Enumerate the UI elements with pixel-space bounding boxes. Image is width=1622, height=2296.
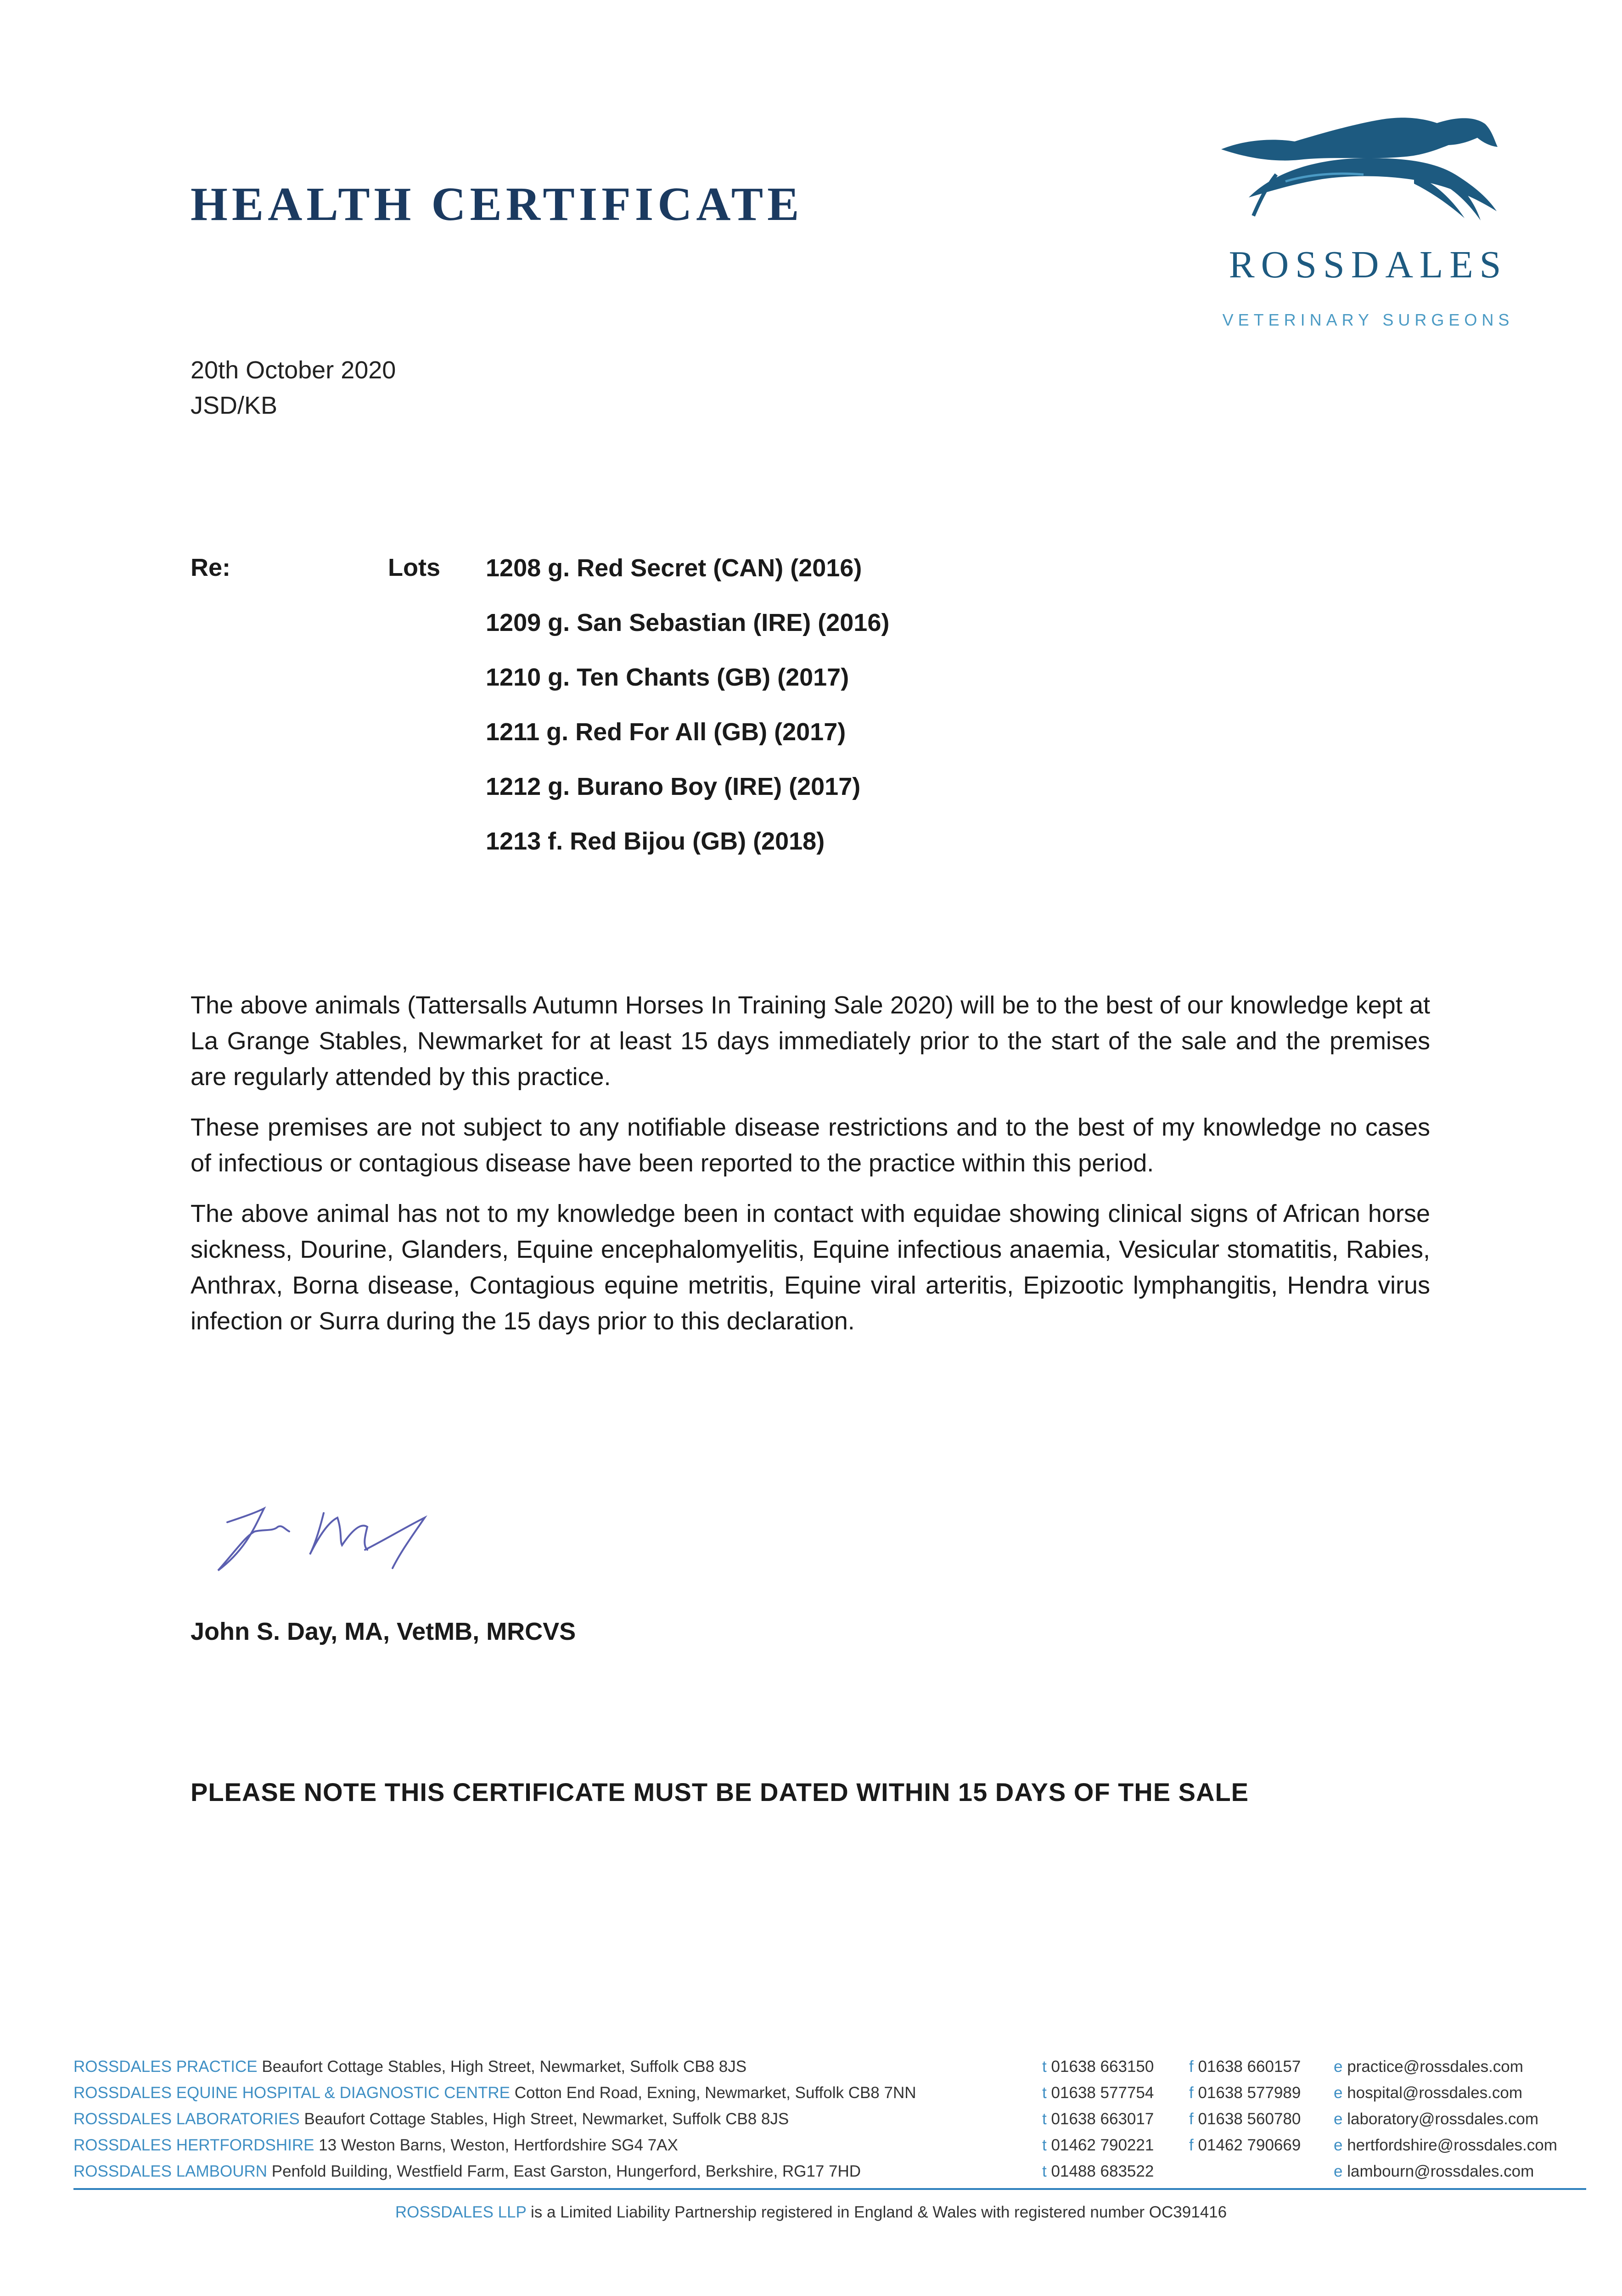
office-tel: 01638 663150 xyxy=(1051,2058,1154,2076)
tel-label: t xyxy=(1042,2058,1047,2076)
tel-label: t xyxy=(1042,2136,1047,2154)
office-row xyxy=(73,2106,1588,2132)
lot-item: 1209 g. San Sebastian (IRE) (2016) xyxy=(486,609,890,636)
office-name: ROSSDALES HERTFORDSHIRE xyxy=(73,2136,314,2154)
fax-label: f xyxy=(1189,2136,1194,2154)
office-name: ROSSDALES LAMBOURN xyxy=(73,2162,268,2180)
body-paragraph: The above animal has not to my knowledge been in contact with equidae showing clinical signs of African horse sickness, Dourine, Glanders, Equine encephalomyelitis, Equine infectious anaemia, Vesicular stomatitis, Rabies, Anthrax, Borna disease, Contagious equine metritis, Equine viral arteritis, Epizootic lymphangitis, Hendra virus infection or Surra during the 15 days prior to this declaration. xyxy=(191,1200,1430,1335)
email-label: e xyxy=(1334,2136,1343,2154)
fax-label: f xyxy=(1189,2058,1194,2076)
office-fax: 01638 577989 xyxy=(1198,2084,1301,2102)
legal-org: ROSSDALES LLP xyxy=(395,2203,527,2221)
office-fax: 01638 660157 xyxy=(1198,2058,1301,2076)
office-row xyxy=(73,2158,1588,2184)
validity-note: PLEASE NOTE THIS CERTIFICATE MUST BE DATED WITHIN 15 DAYS OF THE SALE xyxy=(191,1778,1249,1806)
lot-item: 1213 f. Red Bijou (GB) (2018) xyxy=(486,827,825,855)
office-tel: 01638 663017 xyxy=(1051,2110,1154,2128)
email-label: e xyxy=(1334,2058,1343,2076)
office-row xyxy=(73,2132,1588,2158)
re-label: Re: xyxy=(191,554,231,581)
email-label: e xyxy=(1334,2162,1343,2180)
document-title: HEALTH CERTIFICATE xyxy=(191,178,803,231)
office-fax: 01638 560780 xyxy=(1198,2110,1301,2128)
office-name: ROSSDALES EQUINE HOSPITAL & DIAGNOSTIC CENTRE xyxy=(73,2084,511,2102)
email-label: e xyxy=(1334,2110,1343,2128)
office-address: 13 Weston Barns, Weston, Hertfordshire SG4 7AX xyxy=(314,2136,678,2154)
lot-item: 1211 g. Red For All (GB) (2017) xyxy=(486,718,846,746)
legal-text: is a Limited Liability Partnership registered in England & Wales with registered number OC391416 xyxy=(526,2203,1227,2221)
handwritten-signature xyxy=(209,1486,448,1587)
legal-notice xyxy=(0,2203,1622,2222)
office-name: ROSSDALES PRACTICE xyxy=(73,2058,258,2076)
logo-brand-name: ROSSDALES xyxy=(1229,243,1508,286)
logo-tagline: VETERINARY SURGEONS xyxy=(1222,310,1514,329)
office-tel: 01462 790221 xyxy=(1051,2136,1154,2154)
office-fax: 01462 790669 xyxy=(1198,2136,1301,2154)
letter-date: 20th October 2020 xyxy=(191,356,396,384)
galloping-horse-logo-icon xyxy=(1217,106,1529,243)
office-email[interactable]: hertfordshire@rossdales.com xyxy=(1347,2136,1557,2154)
tel-label: t xyxy=(1042,2110,1047,2128)
office-address: Beaufort Cottage Stables, High Street, Newmarket, Suffolk CB8 8JS xyxy=(299,2110,789,2128)
footer-offices xyxy=(73,2054,1588,2184)
office-row xyxy=(73,2054,1588,2080)
body-paragraph: The above animals (Tattersalls Autumn Horses In Training Sale 2020) will be to the best of our knowledge kept at La Grange Stables, Newmarket for at least 15 days immediately prior to the start of the sale and the premises are regularly attended by this practice. xyxy=(191,991,1430,1091)
office-email[interactable]: lambourn@rossdales.com xyxy=(1347,2162,1534,2180)
office-name: ROSSDALES LABORATORIES xyxy=(73,2110,300,2128)
office-email[interactable]: practice@rossdales.com xyxy=(1347,2058,1523,2076)
certificate-body xyxy=(191,987,1430,1354)
office-tel: 01638 577754 xyxy=(1051,2084,1154,2102)
tel-label: t xyxy=(1042,2162,1047,2180)
office-email[interactable]: laboratory@rossdales.com xyxy=(1347,2110,1539,2128)
office-address: Beaufort Cottage Stables, High Street, Newmarket, Suffolk CB8 8JS xyxy=(257,2058,747,2076)
signer-name: John S. Day, MA, VetMB, MRCVS xyxy=(191,1618,576,1645)
lot-item: 1208 g. Red Secret (CAN) (2016) xyxy=(486,554,862,582)
office-address: Cotton End Road, Exning, Newmarket, Suffolk CB8 7NN xyxy=(510,2084,916,2102)
lot-item: 1210 g. Ten Chants (GB) (2017) xyxy=(486,664,849,691)
letter-reference: JSD/KB xyxy=(191,392,278,419)
fax-label: f xyxy=(1189,2110,1194,2128)
body-paragraph: These premises are not subject to any notifiable disease restrictions and to the best of my knowledge no cases of infectious or contagious disease have been reported to the practice within this period. xyxy=(191,1114,1430,1177)
office-email[interactable]: hospital@rossdales.com xyxy=(1347,2084,1523,2102)
lots-label: Lots xyxy=(388,554,440,581)
email-label: e xyxy=(1334,2084,1343,2102)
rossdales-logo xyxy=(1217,106,1529,335)
lot-item: 1212 g. Burano Boy (IRE) (2017) xyxy=(486,773,861,800)
office-row xyxy=(73,2080,1588,2106)
lots-list xyxy=(486,553,889,881)
fax-label: f xyxy=(1189,2084,1194,2102)
office-tel: 01488 683522 xyxy=(1051,2162,1154,2180)
tel-label: t xyxy=(1042,2084,1047,2102)
office-address: Penfold Building, Westfield Farm, East Garston, Hungerford, Berkshire, RG17 7HD xyxy=(267,2162,861,2180)
footer-divider xyxy=(73,2188,1586,2190)
